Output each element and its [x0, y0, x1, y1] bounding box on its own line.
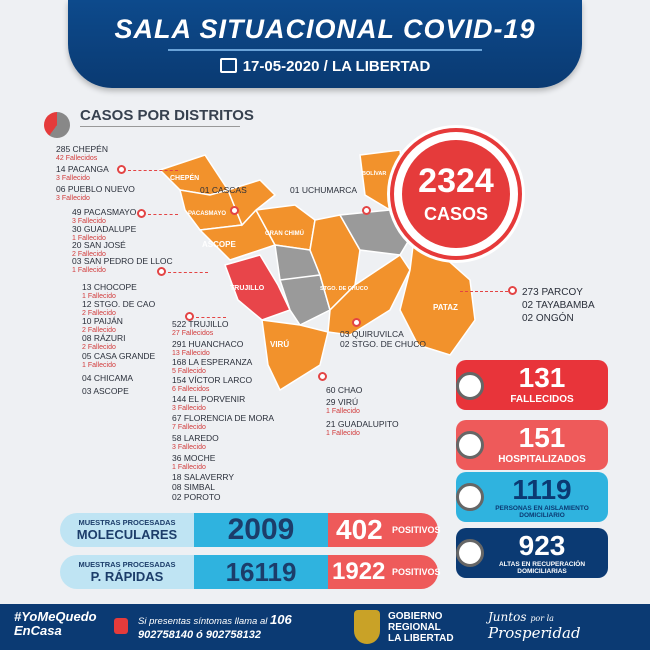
marker-dot	[508, 286, 517, 295]
muestras-total: 16119	[194, 555, 328, 589]
district-simbal: 08 SIMBAL	[172, 482, 215, 492]
district-viru: 29 VIRÚ 1 Fallecido	[326, 397, 360, 415]
map-label-viru: VIRÚ	[270, 340, 290, 349]
map-label-pacasmayo: PACASMAYO	[188, 211, 227, 217]
map-label-chepen: CHEPÉN	[170, 175, 200, 182]
district-huanchaco: 291 HUANCHACO 13 Fallecido	[172, 339, 244, 357]
district-chicama: 04 CHICAMA	[82, 373, 134, 383]
stat-label: HOSPITALIZADOS	[498, 454, 586, 465]
district-chocope: 13 CHOCOPE 1 Fallecido	[82, 282, 137, 300]
footer	[0, 604, 650, 650]
stat-number: 1119	[512, 474, 572, 505]
district-ongon: 02 ONGÓN	[522, 313, 574, 324]
total-cases-label: CASOS	[423, 204, 488, 224]
marker-dot	[230, 206, 239, 215]
district-ascope: 03 ASCOPE	[82, 386, 129, 396]
total-cases-badge	[390, 128, 522, 260]
page-title: SALA SITUACIONAL COVID-19	[114, 14, 536, 44]
clock-icon	[456, 372, 484, 400]
leader-line	[460, 291, 508, 292]
leader-line	[196, 317, 226, 318]
district-parcoy: 273 PARCOY	[522, 287, 583, 298]
district-quiruvilca: 03 QUIRUVILCA	[340, 329, 404, 339]
district-la-esperanza: 168 LA ESPERANZA 5 Fallecido	[172, 357, 253, 375]
map-region-viru	[262, 320, 328, 390]
coat-of-arms-icon	[354, 610, 380, 644]
call-text: Si presentas síntomas llama al 106	[138, 612, 292, 627]
district-uchumarca: 01 UCHUMARCA	[290, 185, 358, 195]
leader-line	[168, 272, 208, 273]
district-moche: 36 MOCHE 1 Fallecido	[172, 453, 216, 471]
district-cascas: 01 CASCAS	[200, 185, 247, 195]
calendar-icon	[220, 58, 237, 73]
slogan: Juntos por la Prosperidad	[488, 610, 581, 642]
district-pacanga: 14 PACANGA 3 Fallecido	[56, 164, 109, 182]
marker-dot	[157, 267, 166, 276]
muestras-total: 2009	[194, 513, 328, 547]
district-chao: 60 CHAO	[326, 385, 363, 395]
report-date	[68, 58, 582, 75]
district-trujillo: 522 TRUJILLO 27 Fallecidos	[172, 319, 229, 337]
marker-dot	[117, 165, 126, 174]
leader-line	[148, 214, 178, 215]
map-label-bolivar: BOLÍVAR	[362, 171, 387, 177]
district-paijan: 10 PAIJÁN 2 Fallecido	[82, 316, 123, 334]
district-guadalupito: 21 GUADALUPITO 1 Fallecido	[326, 419, 399, 437]
hashtag: #YoMeQuedo EnCasa	[14, 609, 97, 638]
clock-icon	[456, 539, 484, 567]
section-title: CASOS POR DISTRITOS	[80, 107, 254, 124]
stat-label: PERSONAS EN AISLAMIENTO DOMICILIARIO	[495, 505, 589, 519]
district-poroto: 02 POROTO	[172, 492, 221, 502]
total-cases-number: 2324	[418, 162, 494, 200]
clock-icon	[456, 483, 484, 511]
date-text: 17-05-2020 / LA LIBERTAD	[242, 58, 431, 75]
district-pueblo-nuevo: 06 PUEBLO NUEVO 3 Fallecido	[56, 184, 135, 202]
stat-number: 923	[518, 530, 566, 561]
muestras-label: MUESTRAS PROCESADAS P. RÁPIDAS	[60, 555, 194, 589]
district-el-porvenir: 144 EL PORVENIR 3 Fallecido	[172, 394, 246, 412]
district-salaverry: 18 SALAVERRY	[172, 472, 235, 482]
district-tayabamba: 02 TAYABAMBA	[522, 300, 595, 311]
map-label-pataz: PATAZ	[433, 303, 458, 312]
stat-number: 131	[518, 362, 566, 393]
muestras-label: MUESTRAS PROCESADAS MOLECULARES	[60, 513, 194, 547]
stat-number: 151	[518, 422, 566, 453]
siren-icon	[114, 618, 128, 634]
pie-icon	[44, 112, 70, 138]
gov-logo-text: GOBIERNO REGIONAL LA LIBERTAD	[388, 611, 454, 644]
total-cases-inner	[402, 140, 510, 248]
marker-dot	[318, 372, 327, 381]
marker-dot	[137, 209, 146, 218]
district-casa-grande: 05 CASA GRANDE 1 Fallecido	[82, 351, 156, 369]
marker-dot	[352, 318, 361, 327]
map-label-ascope: ASCOPE	[202, 240, 236, 249]
muestras-positivos: 1922 POSITIVOS	[328, 555, 438, 589]
map-label-stgo-chuco: STGO. DE CHUCO	[320, 286, 368, 292]
stat-label: FALLECIDOS	[510, 394, 574, 405]
district-florencia: 67 FLORENCIA DE MORA 7 Fallecido	[172, 413, 275, 431]
leader-line	[128, 170, 178, 171]
district-chepen: 285 CHEPÉN 42 Fallecidos	[56, 144, 108, 162]
phone-numbers: 902758140 ó 902758132	[138, 629, 261, 641]
section-underline	[80, 126, 240, 127]
district-stgo-cao: 12 STGO. DE CAO 2 Fallecido	[82, 299, 156, 317]
district-laredo: 58 LAREDO 3 Fallecido	[172, 433, 219, 451]
district-san-jose: 20 SAN JOSÉ 2 Fallecido	[72, 240, 126, 258]
marker-dot	[362, 206, 371, 215]
district-pacasmayo: 49 PACASMAYO 3 Fallecido	[72, 207, 137, 225]
district-stgo-de-chuco: 02 STGO. DE CHUCO	[340, 339, 426, 349]
map-label-gran-chimu: GRAN CHIMÚ	[265, 231, 304, 237]
clock-icon	[456, 431, 484, 459]
district-victor-larco: 154 VÍCTOR LARCO 6 Fallecidos	[172, 375, 253, 393]
map-label-trujillo: TRUJILLO	[230, 285, 265, 292]
district-san-pedro: 03 SAN PEDRO DE LLOC 1 Fallecido	[72, 256, 173, 274]
header-banner	[68, 0, 582, 88]
district-razuri: 08 RÁZURI 2 Fallecido	[82, 333, 126, 351]
header-divider	[168, 49, 482, 51]
district-guadalupe: 30 GUADALUPE 1 Fallecido	[72, 224, 137, 242]
muestras-rapidas	[60, 555, 441, 589]
stat-label: ALTAS EN RECUPERACIÓN DOMICILIARIAS	[498, 561, 586, 575]
muestras-positivos: 402 POSITIVOS	[328, 513, 438, 547]
muestras-moleculares	[60, 513, 441, 547]
